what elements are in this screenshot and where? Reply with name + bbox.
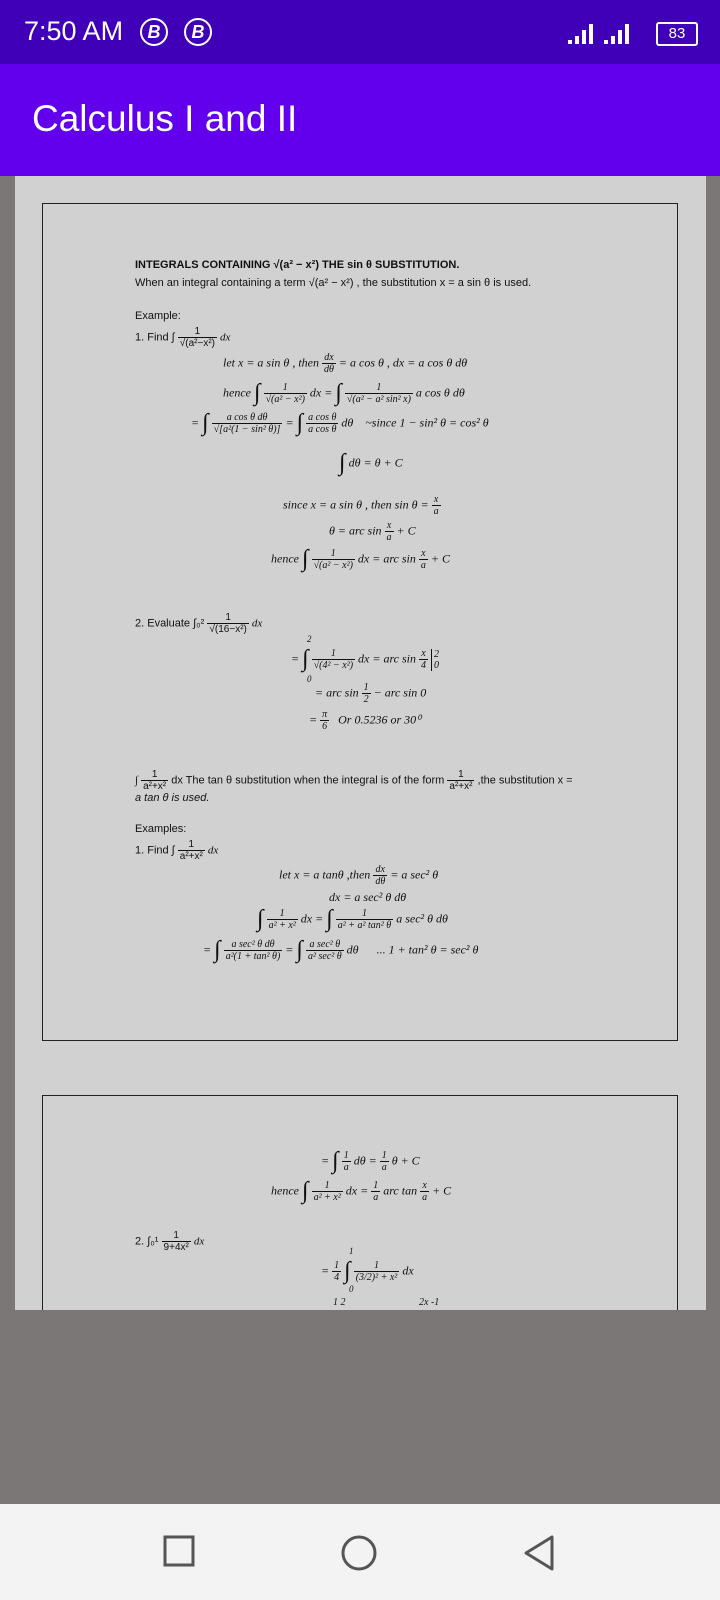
l5-den: a bbox=[433, 506, 439, 517]
example-2-line bbox=[135, 612, 262, 635]
p2-l2-num3: x bbox=[420, 1180, 429, 1192]
l3-a-num: a cos θ dθ bbox=[212, 412, 283, 424]
ex3-dx: dx bbox=[207, 844, 219, 857]
l3-eq: = bbox=[191, 415, 200, 430]
p2-l2-den: a² + x² bbox=[313, 1192, 341, 1203]
p2-l3-iden: (3/2)² + x² bbox=[355, 1272, 398, 1283]
e3-num: 1 bbox=[363, 682, 369, 693]
ex3-prefix: 1. Find ∫ bbox=[135, 844, 175, 857]
e2-bounds-top: 2 bbox=[434, 648, 440, 660]
p2-l3-eq: = bbox=[321, 1263, 330, 1278]
l1-rest: = a cos θ , dx = a cos θ dθ bbox=[338, 355, 468, 370]
l1-frac-num: dx bbox=[322, 352, 336, 364]
e2-lower: 0 bbox=[307, 674, 312, 684]
l2-a-num: 1 bbox=[264, 382, 307, 394]
p2-l1-den2: a bbox=[381, 1162, 387, 1173]
e4-eq: = bbox=[309, 712, 318, 727]
t3-mid: dx = bbox=[300, 911, 324, 926]
l3-dtheta: dθ bbox=[341, 415, 354, 430]
e2-den: √(4² − x²) bbox=[313, 660, 354, 671]
e2-fnum: x bbox=[419, 648, 428, 660]
tan-text3: a tan θ is used. bbox=[135, 792, 210, 804]
p2-l3-upper: 1 bbox=[349, 1246, 354, 1256]
l7-num: 1 bbox=[312, 548, 355, 560]
p2-cut-text-1: 1 2 bbox=[333, 1297, 346, 1308]
t4-a-num: a sec² θ dθ bbox=[224, 939, 283, 951]
t3-b-den: a² + a² tan² θ bbox=[337, 920, 392, 931]
pdf-page-1 bbox=[42, 203, 678, 1041]
l3-mid: = bbox=[285, 415, 294, 430]
l2-hence: hence bbox=[223, 385, 251, 400]
p2-l2-mid: dx = bbox=[345, 1183, 369, 1198]
e4-num: π bbox=[322, 709, 328, 720]
l3-a-den: √[a²(1 − sin² θ)] bbox=[213, 424, 281, 435]
l3-b-num: a cos θ bbox=[308, 412, 337, 423]
math-line-6 bbox=[329, 520, 416, 543]
p2-l1-mid: dθ = bbox=[353, 1153, 377, 1168]
l4-text: dθ = θ + C bbox=[348, 455, 403, 470]
tan-den: a²+x² bbox=[143, 781, 167, 792]
ex3-den: a²+x² bbox=[179, 851, 203, 862]
back-button[interactable] bbox=[522, 1534, 556, 1572]
p2-math-line-1: = ∫ $\frac{1}{a}$ dθ = $\frac{1}{a}$ θ + C bbox=[321, 1148, 420, 1174]
status-bar bbox=[0, 0, 720, 64]
math-line-t3: ∫ $\frac{1}{\text{a² + x²}}$ dx = ∫ $\frac{1}{\text{a² + a² tan² θ}}$ a sec² θ dθ bbox=[257, 906, 448, 932]
tan-form-num: 1 bbox=[447, 769, 474, 781]
t4-eq: = bbox=[203, 942, 212, 957]
p2-cut-text-2: 2x -1 bbox=[419, 1297, 440, 1308]
l1-let: let x = a sin θ , then bbox=[223, 355, 319, 370]
tan-text2: ,the substitution x = bbox=[477, 774, 573, 787]
intro-text: When an integral containing a term √(a² − x²) , the substitution x = a sin θ is used. bbox=[135, 277, 532, 289]
e2-mid: dx = arc sin bbox=[358, 651, 417, 666]
e3-den: 2 bbox=[363, 694, 369, 705]
l7-hence: hence bbox=[271, 551, 299, 566]
ex4-den: 9+4x² bbox=[163, 1242, 189, 1253]
e2-eq: = bbox=[291, 651, 300, 666]
l7-end: + C bbox=[430, 551, 450, 566]
t3-b-num: 1 bbox=[336, 908, 393, 920]
math-line-2: hence ∫ $\frac{1}{\text{√(a² − x²)}}$ dx = ∫ $\frac{1}{\text{√(a² − a² sin² x)}}$ a cos θ dθ bbox=[223, 380, 465, 406]
ex1-num: 1 bbox=[178, 326, 217, 338]
ex2-prefix: 2. Evaluate ∫₀² bbox=[135, 617, 205, 630]
p2-l2-num: 1 bbox=[312, 1180, 343, 1192]
p2-math-line-2: hence ∫ $\frac{1}{\text{a² + x²}}$ dx = $\frac{1}{a}$ arc tan $\frac{x}{a}$ + C bbox=[271, 1178, 452, 1204]
l2-end: a cos θ dθ bbox=[415, 385, 465, 400]
math-line-t4: = ∫ $\frac{\text{a sec² θ dθ}}{\text{a²(1 + tan² θ)}}$ = ∫ $\frac{\text{a sec² θ}}{\text{a² sec² θ}}$ dθ ... 1 + tan² θ = sec² θ bbox=[203, 937, 479, 963]
l6-rhs: + C bbox=[396, 523, 416, 538]
math-line-1 bbox=[223, 352, 467, 375]
math-line-4: ∫ dθ = θ + C bbox=[339, 450, 403, 476]
ex4-num: 1 bbox=[162, 1230, 191, 1242]
ex2-den: √(16−x²) bbox=[209, 624, 247, 635]
l2-mid: dx = bbox=[309, 385, 333, 400]
t4-a-den: a²(1 + tan² θ) bbox=[225, 951, 281, 962]
t4-mid: = bbox=[285, 942, 294, 957]
math-line-7: hence ∫ $\frac{1}{\text{√(a² − x²)}}$ dx = arc sin $\frac{x}{a}$ + C bbox=[271, 546, 450, 572]
e2-fden: 4 bbox=[421, 660, 427, 671]
p2-l3-inum: 1 bbox=[354, 1260, 400, 1272]
p2-l1-num2: 1 bbox=[381, 1150, 387, 1161]
t4-note: ... 1 + tan² θ = sec² θ bbox=[376, 942, 479, 957]
p2-l3-den: 4 bbox=[334, 1272, 340, 1283]
math-line-e3 bbox=[315, 682, 426, 705]
tan-intro-line bbox=[135, 769, 573, 792]
t3-a-den: a² + x² bbox=[268, 920, 296, 931]
ex4-prefix: 2. ∫₀¹ bbox=[135, 1235, 159, 1248]
l5-since: since x = a sin θ , then sin θ = bbox=[283, 497, 429, 512]
example-1-prefix: 1. Find ∫ bbox=[135, 331, 175, 344]
l2-b-den: √(a² − a² sin² x) bbox=[346, 394, 411, 405]
math-line-5 bbox=[283, 494, 441, 517]
signal-icon bbox=[566, 20, 648, 46]
notification-b-icon: B bbox=[140, 18, 168, 46]
l5-num: x bbox=[432, 494, 441, 506]
app-bar bbox=[0, 64, 720, 176]
p2-l3-lower: 0 bbox=[349, 1284, 354, 1294]
math-line-3: = ∫ $\frac{\text{a cos θ dθ}}{\text{√[a²(1 − sin² θ)]}}$ = ∫ $\frac{\text{a cos θ}}{\text{a cos θ}}$ dθ ~since 1 − sin² θ = cos² θ bbox=[191, 410, 489, 436]
l6-lhs: θ = arc sin bbox=[329, 523, 382, 538]
example-1-line bbox=[135, 326, 230, 349]
pdf-viewer[interactable] bbox=[15, 176, 706, 1310]
examples-label: Examples: bbox=[135, 823, 187, 835]
math-line-t2: dx = a sec² θ dθ bbox=[329, 890, 407, 904]
section-heading: INTEGRALS CONTAINING √(a² − x²) THE sin θ SUBSTITUTION. bbox=[135, 259, 460, 271]
l1-frac-den: dθ bbox=[323, 364, 334, 375]
e2-bounds-bot: 0 bbox=[434, 659, 440, 671]
e2-num: 1 bbox=[312, 648, 355, 660]
p2-l1-eq: = bbox=[321, 1153, 330, 1168]
l6-num: x bbox=[385, 520, 394, 532]
e3-lhs: = arc sin bbox=[315, 685, 359, 700]
ex3-num: 1 bbox=[178, 839, 205, 851]
example-3-line bbox=[135, 839, 218, 862]
navigation-bar bbox=[0, 1504, 720, 1600]
t3-a-num: 1 bbox=[267, 908, 298, 920]
e3-rhs: − arc sin 0 bbox=[373, 685, 427, 700]
app-title: Calculus I and II bbox=[32, 98, 298, 139]
l6-den: a bbox=[386, 532, 392, 543]
tan-form-den: a²+x² bbox=[449, 781, 473, 792]
e2-upper: 2 bbox=[307, 634, 312, 644]
t4-dtheta: dθ bbox=[346, 942, 359, 957]
status-time: 7:50 AM bbox=[24, 16, 124, 46]
p2-l3-dx: dx bbox=[402, 1263, 414, 1278]
t1-den: dθ bbox=[375, 876, 386, 887]
l3-note: ~since 1 − sin² θ = cos² θ bbox=[365, 415, 489, 430]
home-button[interactable] bbox=[340, 1534, 378, 1572]
l2-a-den: √(a² − x²) bbox=[265, 394, 305, 405]
t1-num: dx bbox=[373, 864, 387, 876]
p2-l2-num2: 1 bbox=[373, 1180, 379, 1191]
l3-b-den: a cos θ bbox=[308, 424, 337, 435]
t1-rhs: = a sec² θ bbox=[390, 867, 439, 882]
e4-den: 6 bbox=[322, 721, 328, 732]
p2-l2-hence: hence bbox=[271, 1183, 299, 1198]
example-4-line bbox=[135, 1230, 204, 1253]
ex4-dx: dx bbox=[193, 1235, 205, 1248]
t4-b-num: a sec² θ bbox=[306, 939, 344, 951]
example-label: Example: bbox=[135, 310, 181, 322]
e4-rhs: Or 0.5236 or 30⁰ bbox=[338, 712, 421, 727]
tan-num: 1 bbox=[141, 769, 168, 781]
ex2-num: 1 bbox=[207, 612, 248, 624]
p2-l2-den2: a bbox=[373, 1192, 379, 1203]
battery-icon: 83 bbox=[656, 22, 698, 46]
t1-let: let x = a tanθ ,then bbox=[279, 867, 371, 882]
p2-l2-den3: a bbox=[422, 1192, 428, 1203]
pdf-page-2 bbox=[42, 1095, 678, 1310]
l7-fden: a bbox=[420, 560, 426, 571]
l7-mid: dx = arc sin bbox=[357, 551, 416, 566]
p2-l3-num: 1 bbox=[334, 1260, 340, 1271]
l7-fnum: x bbox=[419, 548, 428, 560]
l2-b-num: 1 bbox=[345, 382, 413, 394]
p2-l2-end: + C bbox=[432, 1183, 452, 1198]
recents-button[interactable] bbox=[162, 1534, 196, 1568]
math-line-e2: = ∫ $\frac{1}{\text{√(4² − x²)}}$ dx = arc sin $\frac{x}{4}$ 2 0 bbox=[291, 646, 440, 672]
p2-l2-arc: arc tan bbox=[383, 1183, 418, 1198]
ex2-dx: dx bbox=[251, 617, 263, 630]
tan-int: ∫ bbox=[135, 774, 139, 787]
p2-l1-num: 1 bbox=[343, 1150, 349, 1161]
math-line-e4 bbox=[309, 709, 421, 732]
ex1-den: √(a²−x²) bbox=[179, 338, 215, 349]
p2-l1-end: θ + C bbox=[391, 1153, 420, 1168]
l7-den: √(a² − x²) bbox=[313, 560, 353, 571]
ex1-dx: dx bbox=[220, 331, 231, 344]
t4-b-den: a² sec² θ bbox=[307, 951, 342, 962]
p2-l1-den: a bbox=[343, 1162, 349, 1173]
p2-math-line-3: = $\frac{1}{4}$ ∫ $\frac{1}{\text{(3/2)² + x²}}$ dx bbox=[321, 1258, 414, 1284]
t3-end: a sec² θ dθ bbox=[396, 911, 448, 926]
notification-b-icon-2: B bbox=[184, 18, 212, 46]
math-line-t1 bbox=[279, 864, 438, 887]
tan-text: dx The tan θ substitution when the integral is of the form bbox=[171, 774, 445, 787]
